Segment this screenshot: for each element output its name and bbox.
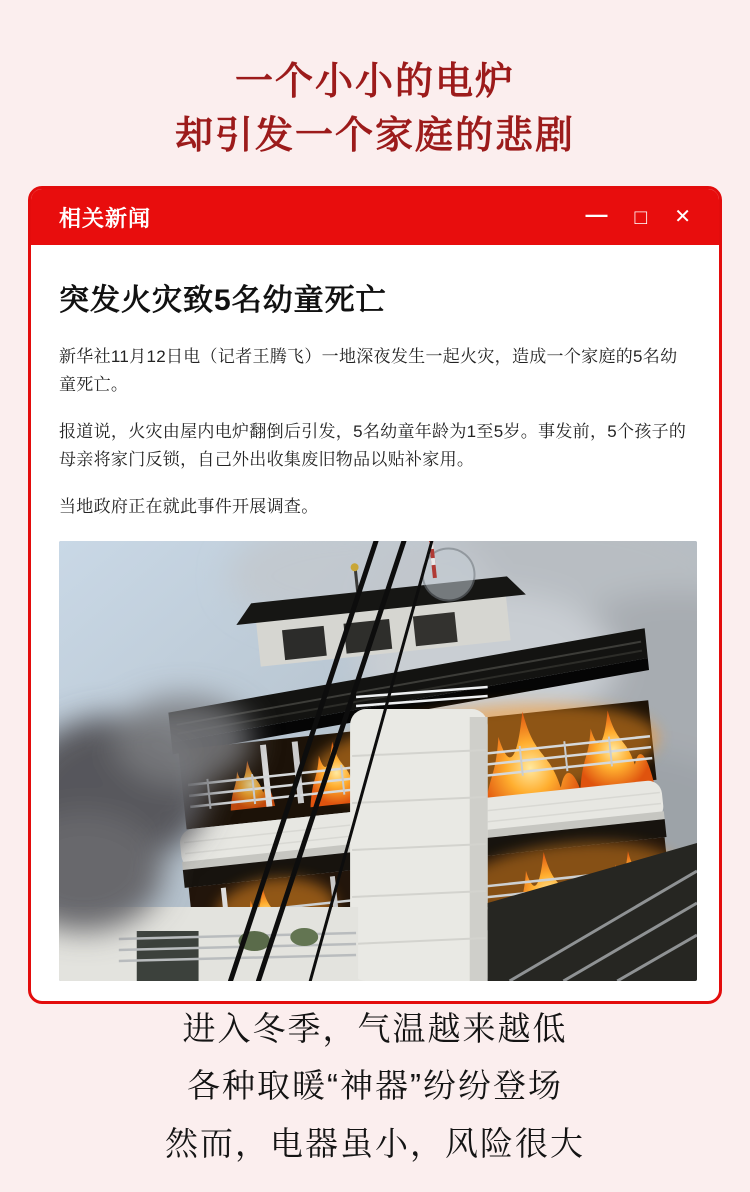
window-controls: [585, 202, 691, 229]
outro-line-1: 进入冬季，气温越来越低: [182, 1010, 568, 1047]
maximize-icon[interactable]: □: [634, 205, 648, 229]
fire-photo: [59, 541, 697, 981]
article-headline: 突发火灾致5名幼童死亡: [59, 284, 387, 317]
news-window: [28, 186, 722, 1004]
intro-title: [0, 56, 750, 164]
article-body: [31, 245, 719, 1001]
close-icon[interactable]: ✕: [674, 206, 691, 228]
window-title: 相关新闻: [59, 205, 152, 231]
outro-line-3: 然而，电器虽小，风险很大: [165, 1124, 585, 1162]
article-paragraph-2: 报道说，火灾由屋内电炉翻倒后引发，5名幼童年龄为1至5岁。事发前，5个孩子的母亲将家门反锁，自己外出收集废旧物品以贴补家用。: [59, 422, 687, 469]
article-paragraph-3: 当地政府正在就此事件开展调查。: [59, 497, 319, 517]
outro-text: [0, 1000, 750, 1172]
intro-line-1: 一个小小的电炉: [234, 61, 515, 103]
window-titlebar: [31, 189, 719, 245]
fire-photo-illustration: [59, 541, 697, 981]
article-paragraph-1: 新华社11月12日电（记者王腾飞）一地深夜发生一起火灾，造成一个家庭的5名幼童死亡。: [59, 347, 678, 394]
intro-line-2: 却引发一个家庭的悲剧: [174, 114, 575, 157]
minimize-icon[interactable]: —: [585, 202, 608, 227]
outro-line-2: 各种取暖“神器”纷纷登场: [187, 1067, 563, 1105]
